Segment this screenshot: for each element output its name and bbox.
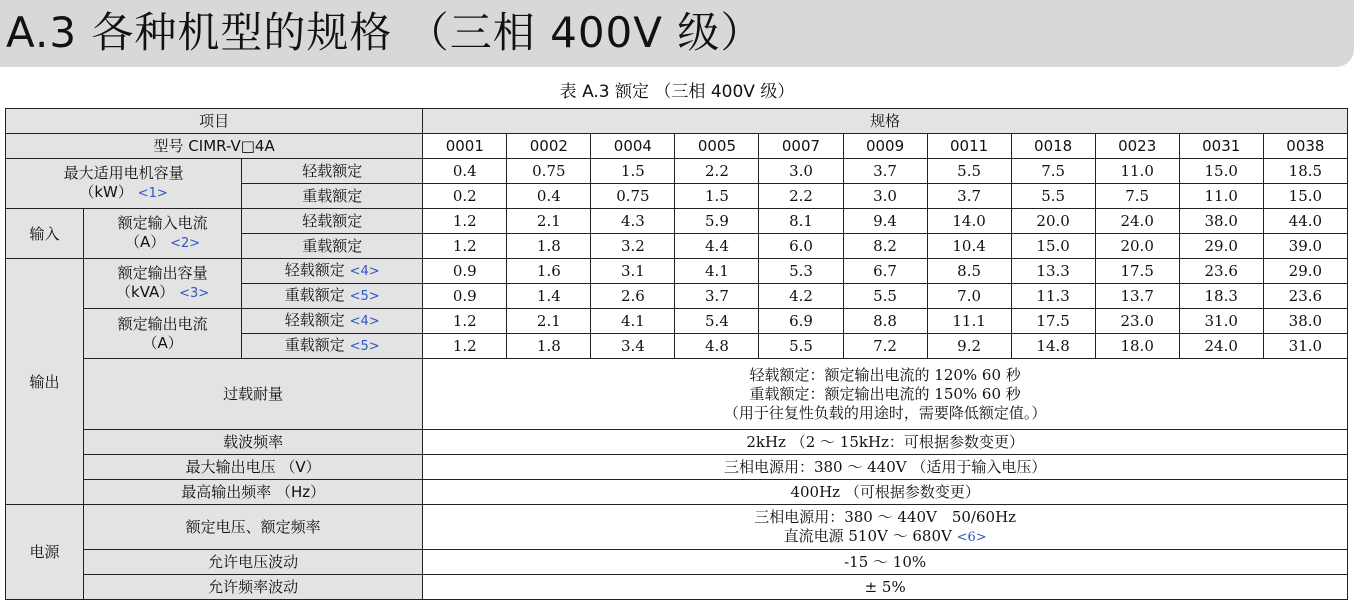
overload-line-3: （用于往复性负载的用途时，需要降低额定值。） [723,403,1047,422]
table-row [6,209,1348,234]
rated-volt-label: 额定电压、额定频率 [84,505,423,550]
model-0002: 0002 [507,134,591,159]
spec-table [5,108,1348,600]
value-cell: 10.4 [927,234,1011,259]
value-cell: 1.2 [423,209,507,234]
out-cap-label-1: 额定输出容量 [117,264,208,282]
value-cell: 4.8 [675,334,759,359]
value-cell: 1.8 [507,334,591,359]
value-cell: 5.4 [675,309,759,334]
freq-fluct-value: ± 5% [423,575,1348,600]
value-cell: 2.1 [507,209,591,234]
value-cell: 5.9 [675,209,759,234]
model-0007: 0007 [759,134,843,159]
value-cell: 24.0 [1095,209,1179,234]
value-cell: 5.5 [759,334,843,359]
value-cell: 2.1 [507,309,591,334]
value-cell: 31.0 [1263,334,1347,359]
value-cell: 4.2 [759,284,843,309]
power-label: 电源 [6,505,84,600]
value-cell: 11.0 [1179,184,1263,209]
value-cell: 1.2 [423,234,507,259]
item-header: 项目 [6,109,423,134]
value-cell: 9.2 [927,334,1011,359]
value-cell: 8.2 [843,234,927,259]
value-cell: 6.0 [759,234,843,259]
value-cell: 6.7 [843,259,927,284]
heavy-label-text: 重载额定 [284,286,345,304]
note-5: <5> [349,289,380,304]
model-0004: 0004 [591,134,675,159]
table-row [6,359,1348,430]
value-cell: 0.4 [423,159,507,184]
table-row [6,505,1348,550]
note-1: <1> [137,186,168,201]
rated-volt-value [423,505,1348,550]
note-3: <3> [179,286,210,301]
carrier-label: 载波频率 [84,430,423,455]
note-2: <2> [170,236,201,251]
overload-label: 过载耐量 [84,359,423,430]
value-cell: 39.0 [1263,234,1347,259]
section-banner [0,0,1354,67]
table-row [6,259,1348,284]
max-volt-label: 最大输出电压 （V） [84,455,423,480]
heavy-label-text: 重载额定 [284,336,345,354]
value-cell: 29.0 [1179,234,1263,259]
value-cell: 20.0 [1095,234,1179,259]
heavy-label [242,334,423,359]
header-row [6,109,1348,134]
value-cell: 0.9 [423,259,507,284]
in-current-label [84,209,242,259]
value-cell: 3.0 [759,159,843,184]
overload-value [423,359,1348,430]
value-cell: 5.3 [759,259,843,284]
value-cell: 14.0 [927,209,1011,234]
light-label: 轻载额定 [242,209,423,234]
max-motor-label-2: （kW） [79,183,133,201]
value-cell: 15.0 [1179,159,1263,184]
value-cell: 2.2 [759,184,843,209]
light-label: 轻载额定 [242,159,423,184]
overload-line-2: 重载额定：额定输出电流的 150% 60 秒 [749,384,1021,403]
light-label-text: 轻载额定 [284,311,345,329]
heavy-label: 重载额定 [242,184,423,209]
volt-fluct-label: 允许电压波动 [84,550,423,575]
value-cell: 5.5 [927,159,1011,184]
value-cell: 3.0 [843,184,927,209]
max-volt-value: 三相电源用：380 ～ 440V （适用于输入电压） [423,455,1348,480]
value-cell: 3.1 [591,259,675,284]
section-title: A.3 各种机型的规格 （三相 400V 级） [6,8,764,57]
value-cell: 7.5 [1095,184,1179,209]
value-cell: 0.75 [591,184,675,209]
value-cell: 15.0 [1011,234,1095,259]
table-row [6,455,1348,480]
value-cell: 5.5 [843,284,927,309]
value-cell: 4.1 [591,309,675,334]
model-0005: 0005 [675,134,759,159]
model-0011: 0011 [927,134,1011,159]
value-cell: 38.0 [1179,209,1263,234]
value-cell: 23.6 [1179,259,1263,284]
value-cell: 20.0 [1011,209,1095,234]
light-label-text: 轻载额定 [284,261,345,279]
value-cell: 0.2 [423,184,507,209]
value-cell: 18.5 [1263,159,1347,184]
out-cap-label-2: （kVA） [116,283,175,301]
note-4: <4> [349,314,380,329]
model-0001: 0001 [423,134,507,159]
rated-volt-line-1: 三相电源用：380 ～ 440V 50/60Hz [754,507,1017,526]
light-label [242,309,423,334]
value-cell: 31.0 [1179,309,1263,334]
value-cell: 29.0 [1263,259,1347,284]
value-cell: 11.3 [1011,284,1095,309]
table-row [6,430,1348,455]
value-cell: 3.7 [675,284,759,309]
out-cur-label [84,309,242,359]
carrier-value: 2kHz （2 ～ 15kHz：可根据参数变更） [423,430,1348,455]
value-cell: 8.5 [927,259,1011,284]
heavy-label [242,284,423,309]
value-cell: 5.5 [1011,184,1095,209]
value-cell: 1.2 [423,334,507,359]
value-cell: 3.4 [591,334,675,359]
value-cell: 7.2 [843,334,927,359]
note-4: <4> [349,264,380,279]
value-cell: 0.75 [507,159,591,184]
heavy-label: 重载额定 [242,234,423,259]
value-cell: 0.9 [423,284,507,309]
value-cell: 17.5 [1095,259,1179,284]
value-cell: 8.8 [843,309,927,334]
value-cell: 6.9 [759,309,843,334]
value-cell: 2.6 [591,284,675,309]
value-cell: 7.5 [1011,159,1095,184]
value-cell: 2.2 [675,159,759,184]
value-cell: 1.4 [507,284,591,309]
model-0023: 0023 [1095,134,1179,159]
max-motor-label [6,159,242,209]
value-cell: 9.4 [843,209,927,234]
value-cell: 1.5 [675,184,759,209]
volt-fluct-value: -15 ～ 10% [423,550,1348,575]
table-caption: 表 A.3 额定 （三相 400V 级） [559,82,795,102]
note-6: <6> [956,529,987,545]
value-cell: 8.1 [759,209,843,234]
out-cap-label [84,259,242,309]
value-cell: 1.5 [591,159,675,184]
value-cell: 13.3 [1011,259,1095,284]
value-cell: 1.6 [507,259,591,284]
model-0038: 0038 [1263,134,1347,159]
light-label [242,259,423,284]
table-row [6,159,1348,184]
in-current-label-1: 额定输入电流 [117,214,208,232]
value-cell: 18.0 [1095,334,1179,359]
table-row [6,575,1348,600]
value-cell: 44.0 [1263,209,1347,234]
value-cell: 4.3 [591,209,675,234]
table-row [6,550,1348,575]
value-cell: 7.0 [927,284,1011,309]
model-row [6,134,1348,159]
value-cell: 18.3 [1179,284,1263,309]
overload-line-1: 轻载额定：额定输出电流的 120% 60 秒 [749,365,1021,384]
model-0031: 0031 [1179,134,1263,159]
model-label: 型号 CIMR-V□4A [6,134,423,159]
freq-fluct-label: 允许频率波动 [84,575,423,600]
value-cell: 23.0 [1095,309,1179,334]
value-cell: 13.7 [1095,284,1179,309]
model-0018: 0018 [1011,134,1095,159]
out-cur-label-2: （A） [142,333,183,352]
value-cell: 14.8 [1011,334,1095,359]
max-freq-value: 400Hz （可根据参数变更） [423,480,1348,505]
out-cur-label-1: 额定输出电流 [117,314,208,333]
value-cell: 3.7 [843,159,927,184]
max-motor-label-1: 最大适用电机容量 [63,164,184,182]
value-cell: 3.7 [927,184,1011,209]
value-cell: 24.0 [1179,334,1263,359]
value-cell: 1.2 [423,309,507,334]
value-cell: 11.1 [927,309,1011,334]
output-label: 输出 [6,259,84,505]
note-5: <5> [349,339,380,354]
value-cell: 4.4 [675,234,759,259]
value-cell: 4.1 [675,259,759,284]
value-cell: 15.0 [1263,184,1347,209]
rated-volt-line-2: 直流电源 510V ～ 680V [783,526,952,545]
model-0009: 0009 [843,134,927,159]
table-row [6,309,1348,334]
table-row [6,480,1348,505]
value-cell: 17.5 [1011,309,1095,334]
value-cell: 3.2 [591,234,675,259]
value-cell: 23.6 [1263,284,1347,309]
input-label: 输入 [6,209,84,259]
max-freq-label: 最高输出频率 （Hz） [84,480,423,505]
value-cell: 0.4 [507,184,591,209]
in-current-label-2: （A） [125,233,166,251]
spec-header: 规格 [423,109,1348,134]
value-cell: 1.8 [507,234,591,259]
value-cell: 38.0 [1263,309,1347,334]
value-cell: 11.0 [1095,159,1179,184]
